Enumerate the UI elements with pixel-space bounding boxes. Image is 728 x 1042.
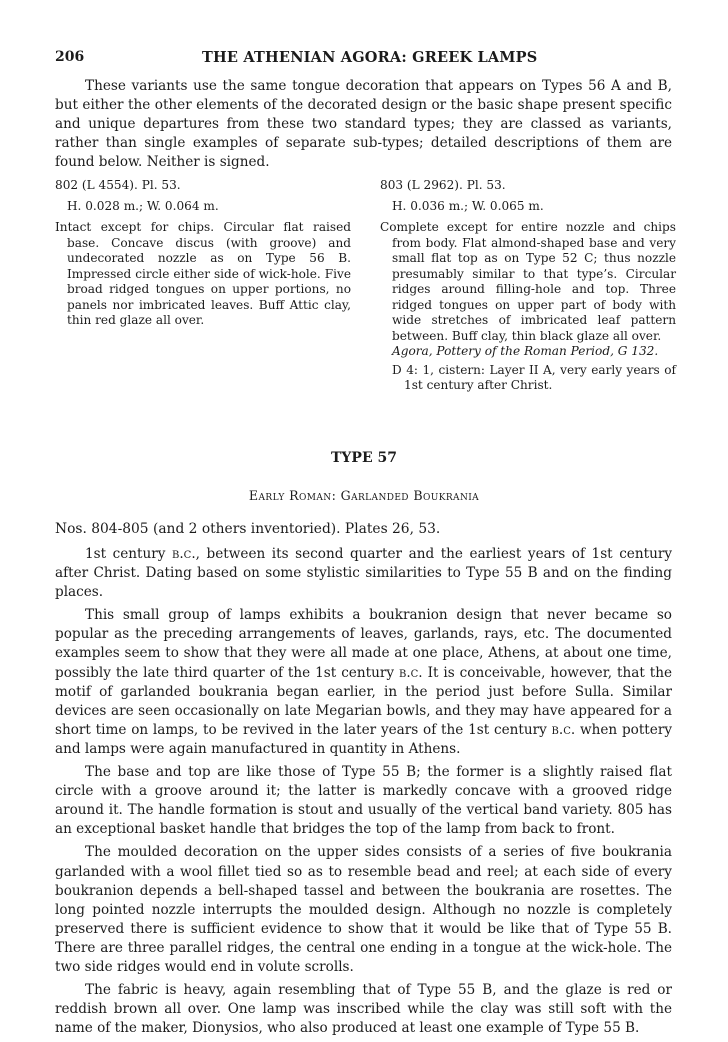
running-title: THE ATHENIAN AGORA: GREEK LAMPS (202, 49, 538, 66)
body-paragraph: The moulded decoration on the upper sides consists of a series of five boukrania garlanded with a wool fillet tied so as to resemble bead and reel; at each side of every boukranion depends a bell-shaped tassel and between the boukrania are rosettes. The long pointed nozzle interrupts the moulded design. Although no nozzle is completely preserved there is sufficient evidence to show that it would be like that of Type 55 B. There are three parallel ridges, the central one ending in a tongue at the wick-hole. The two side ridges would end in volute scrolls. (55, 844, 672, 975)
body-paragraph: 1st century b.c., between its second quarter and the earliest years of 1st century after Christ. Dating based on some stylistic similarities to Type 55 B and on the finding places. (55, 546, 672, 601)
entry-description: Intact except for chips. Circular flat raised base. Concave discus (with groove) and undecorated nozzle as on Type 56 B. Impressed circle either side of wick-hole. Five broad ridged tongues on upper portions, no panels nor imbricated leaves. Buff Attic clay, thin red glaze all over. (55, 220, 351, 327)
body-paragraph: The base and top are like those of Type 55 B; the former is a slightly raised flat circle with a groove around it; the latter is markedly concave with a grooved ridge around it. The handle formation is stout and usually of the vertical band variety. 805 has an exceptional basket handle that bridges the top of the lamp from back to front. (55, 764, 672, 838)
body-paragraph: This small group of lamps exhibits a boukranion design that never became so popular as the preceding arrangements of leaves, garlands, rays, etc. The documented examples seem to show that they were all made at one place, Athens, at about one time, possibly the late third quarter of the 1st century b.c. It is conceivable, however, that the motif of garlanded boukrania began earlier, in the period just before Sulla. Similar devices are seen occasionally on late Megarian bowls, and they may have appeared for a short time on lamps, to be revived in the later years of the 1st century b.c. when pottery and lamps were again manufactured in quantity in Athens. (55, 607, 673, 757)
catalogue-numbers-line: Nos. 804-805 (and 2 others inventoried). Plates 26, 53. (55, 521, 441, 537)
entry-heading: 802 (L 4554). Pl. 53. (55, 178, 181, 192)
entry-dimensions: H. 0.028 m.; W. 0.064 m. (67, 198, 219, 213)
era-abbreviation: b.c. (172, 546, 196, 562)
era-abbreviation: b.c. (551, 721, 576, 738)
catalogue-entry-802 (55, 178, 351, 329)
catalogue-entry-803 (380, 178, 676, 394)
body-paragraph: The fabric is heavy, again resembling that of Type 55 B, and the glaze is red or reddish brown all over. One lamp was inscribed while the clay was still soft with the name of the maker, Dionysios, who also produced at least one example of Type 55 B. (55, 982, 672, 1037)
entry-dimensions: H. 0.036 m.; W. 0.065 m. (392, 198, 544, 213)
entry-description: Complete except for entire nozzle and chips from body. Flat almond-shaped base and very small flat top as on Type 52 C; thus nozzle presumably similar to that type’s. Circular ridges around filling-hole and top. Three ridged tongues on upper part of body with wide stretches of imbricated leaf pattern between. Buff clay, thin black glaze all over. (380, 220, 676, 343)
entry-heading: 803 (L 2962). Pl. 53. (380, 178, 506, 192)
intro-paragraph: These variants use the same tongue decoration that appears on Types 56 A and B, but either the other elements of the decorated design or the basic shape present specific and unique departures from these two standard types; they are classed as variants, rather than single examples of separate sub-types; detailed descriptions of them are found below. Neither is signed. (55, 78, 672, 170)
page-number: 206 (55, 49, 85, 65)
type-subheading: Early Roman: Garlanded Boukrania (248, 488, 480, 503)
type-description (55, 545, 672, 1042)
type-heading: TYPE 57 (331, 450, 397, 466)
entry-reference: Agora, Pottery of the Roman Period, G 132. (392, 344, 659, 358)
era-abbreviation: b.c. (398, 664, 423, 681)
entry-findspot: D 4: 1, cistern: Layer II A, very early years of 1st century after Christ. (392, 362, 676, 392)
